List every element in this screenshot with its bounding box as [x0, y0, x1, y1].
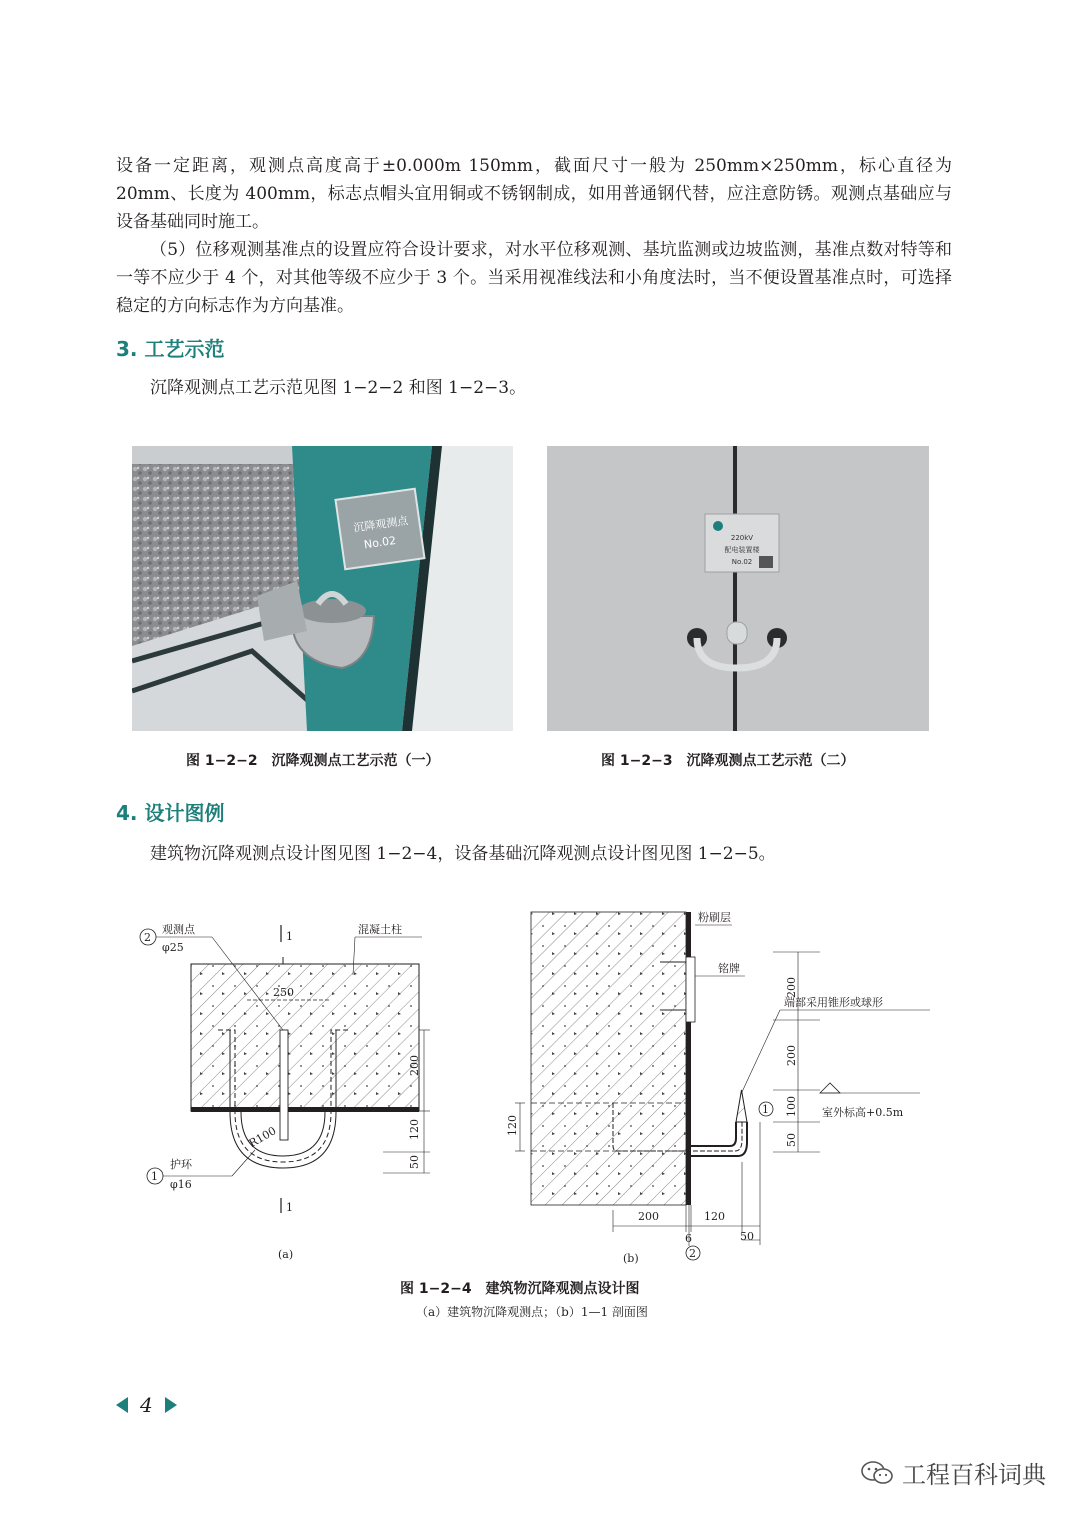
label-ring: 护环: [170, 1158, 192, 1171]
dim-b-120h: 120: [704, 1210, 725, 1223]
dim-b-50h: 50: [740, 1230, 754, 1243]
prev-arrow-icon: [116, 1397, 128, 1413]
page-number: 4: [140, 1393, 153, 1417]
label-obs-dia: φ25: [162, 941, 184, 954]
paragraph-continued: 设备一定距离，观测点高度高于±0.000m 150mm，截面尺寸一般为 250mm×250mm，标心直径为 20mm、长度为 400mm，标志点帽头宜用铜或不锈钢制成，如用普通钢代替，应注意防锈。观测点基础应与设备基础同时施工。: [116, 156, 952, 232]
figure-caption-1-2-3: 图 1−2−3 沉降观测点工艺示范（二）: [601, 753, 855, 769]
dim-b-200a: 200: [785, 977, 798, 998]
dim-b-100: 100: [785, 1096, 798, 1117]
plate-text-2: No.02: [363, 533, 397, 552]
marker-1-a: 1: [151, 1170, 158, 1183]
dim-120: 120: [408, 1119, 421, 1140]
sub-a: (a): [278, 1248, 294, 1261]
page-navigation: [116, 1393, 177, 1417]
label-end: 端部采用锥形或球形: [784, 996, 883, 1009]
marker-1-b: 1: [762, 1103, 769, 1116]
diagram-a: [140, 922, 430, 1261]
design-diagram-1-2-4: [120, 900, 950, 1270]
dim-250: 250: [273, 986, 294, 999]
figure-caption-1-2-4: 图 1−2−4 建筑物沉降观测点设计图: [400, 1281, 640, 1297]
watermark-text: 工程百科词典: [902, 1461, 1046, 1489]
label-observation: 观测点: [162, 923, 195, 936]
photo-settlement-point-2: [547, 446, 929, 731]
label-outdoor: 室外标高+0.5m: [822, 1106, 904, 1119]
dim-50: 50: [408, 1155, 421, 1169]
dim-200: 200: [408, 1055, 421, 1076]
dim-b-120v: 120: [506, 1115, 519, 1136]
diagram-b: [506, 910, 930, 1265]
watermark: [860, 1455, 1046, 1490]
figure-caption-1-2-2: 图 1−2−2 沉降观测点工艺示范（一）: [186, 753, 440, 769]
dim-b-200b: 200: [785, 1045, 798, 1066]
photo-settlement-point-1: [132, 446, 513, 731]
radius-r100: R100: [246, 1124, 279, 1151]
figure-subcaption-1-2-4: （a）建筑物沉降观测点；（b）1—1 剖面图: [416, 1305, 648, 1319]
label-plate: 铭牌: [718, 962, 740, 975]
label-column: 混凝土柱: [358, 923, 402, 936]
label-ring-dia: φ16: [170, 1178, 192, 1191]
label-plaster: 粉刷层: [698, 911, 731, 924]
section-4-text: 建筑物沉降观测点设计图见图 1−2−4，设备基础沉降观测点设计图见图 1−2−5。: [150, 844, 776, 864]
plate2-line1: 220kV: [730, 534, 754, 542]
section-4-heading: 4. 设计图例: [116, 801, 225, 825]
dim-b-200h: 200: [638, 1210, 659, 1223]
section-3-heading: 3. 工艺示范: [116, 337, 225, 361]
wechat-icon: [860, 1459, 894, 1487]
dim-b-50: 50: [785, 1133, 798, 1147]
next-arrow-icon: [165, 1397, 177, 1413]
dim-b-6: 6: [685, 1232, 692, 1245]
section-3-text: 沉降观测点工艺示范见图 1−2−2 和图 1−2−3。: [150, 378, 527, 398]
section-mark-bottom: 1: [286, 1201, 293, 1214]
section-mark-top: 1: [286, 930, 293, 943]
plate2-line3: No.02: [731, 558, 753, 566]
plate2-line2: 配电装置楼: [724, 546, 760, 554]
marker-2-b: 2: [689, 1247, 696, 1260]
sub-b: (b): [623, 1252, 639, 1265]
paragraph-5: （5）位移观测基准点的设置应符合设计要求，对水平位移观测、基坑监测或边坡监测，基准点数对特等和一等不应少于 4 个，对其他等级不应少于 3 个。当采用视准线法和小角度法时，当不便设置基准点时，可选择稳定的方向标志作为方向基准。: [116, 240, 952, 316]
plate-text-1: 沉降观测点: [352, 514, 409, 535]
marker-2-a: 2: [144, 931, 151, 944]
